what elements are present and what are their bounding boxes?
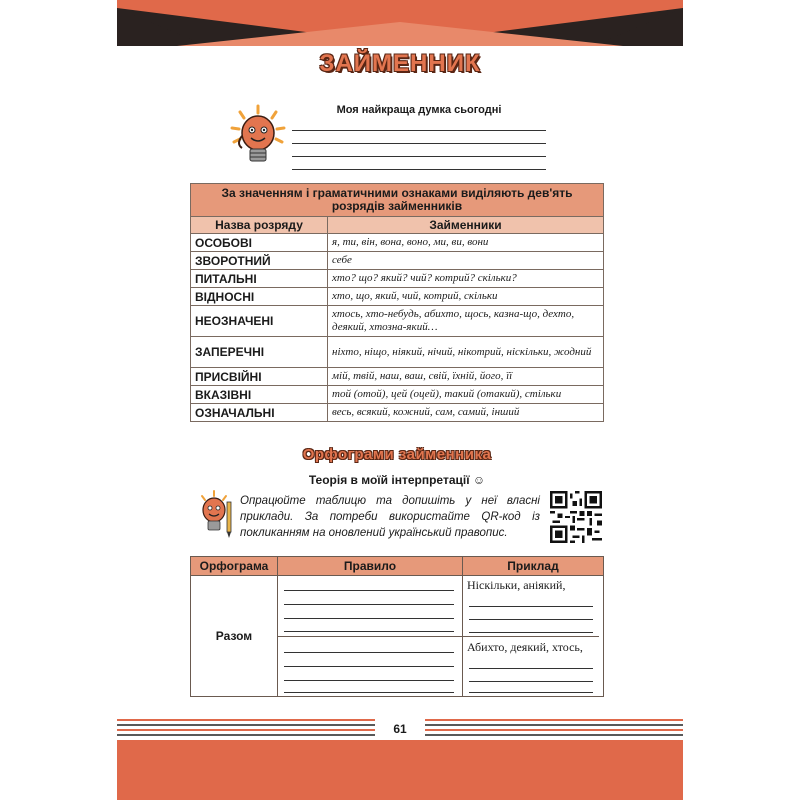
column-header: Орфограма [191,557,278,576]
category-pronouns: себе [328,252,604,270]
writing-line [292,130,546,131]
header-band [117,0,683,46]
table-row [191,368,604,386]
table-row [191,234,604,252]
rule-cell[interactable] [278,576,463,697]
column-header: Займенники [328,217,604,234]
table-row [191,576,604,697]
category-pronouns: ніхто, ніщо, ніякий, нічий, нікотрий, ніскільки, жодний [328,337,604,368]
category-pronouns: мій, твій, наш, ваш, свій, їхній, його, її [328,368,604,386]
lightbulb-mascot-icon [228,104,288,170]
example-text: Абихто, деякий, хтось, [467,640,583,654]
category-name: ВКАЗІВНІ [191,386,328,404]
category-pronouns: той (отой), цей (оцей), такий (отакий), стільки [328,386,604,404]
section-title: Орфограми займенника [302,446,492,463]
category-name: ОЗНАЧАЛЬНІ [191,404,328,422]
table-row [191,386,604,404]
category-pronouns: весь, всякий, кожний, сам, самий, інший [328,404,604,422]
writing-line [292,143,546,144]
category-pronouns: хто, що, який, чий, котрий, скільки [328,288,604,306]
footer-band [117,740,683,800]
category-name: НЕОЗНАЧЕНІ [191,306,328,337]
writing-line [292,169,546,170]
category-pronouns: хтось, хто-небудь, абихто, щось, казна-що, дехто, деякий, хтозна-який… [328,306,604,337]
page-title: ЗАЙМЕННИК [319,50,481,77]
table-caption: За значенням і граматичними ознаками виділяють дев'ять розрядів займенників [191,184,604,217]
example-cell[interactable] [463,576,604,697]
table-row [191,404,604,422]
table-row [191,270,604,288]
category-pronouns: хто? що? який? чий? котрий? скільки? [328,270,604,288]
table-row [191,288,604,306]
pronoun-categories-table [190,183,604,422]
category-name: ЗАПЕРЕЧНІ [191,337,328,368]
writing-line [292,156,546,157]
table-row [191,306,604,337]
qr-code-icon[interactable] [550,491,602,543]
orthogram-table [190,556,604,697]
table-row [191,337,604,368]
example-text: Ніскільки, аніякий, [467,578,566,592]
theory-label: Теорія в моїй інтерпретації ☺ [308,473,486,487]
thought-label: Моя найкраща думка сьогодні [336,104,502,116]
lightbulb-pencil-icon [196,490,236,542]
category-name: ПИТАЛЬНІ [191,270,328,288]
category-pronouns: я, ти, він, вона, воно, ми, ви, вони [328,234,604,252]
row-label: Разом [191,576,278,697]
column-header: Правило [278,557,463,576]
category-name: ПРИСВІЙНІ [191,368,328,386]
table-row [191,252,604,270]
column-header: Приклад [463,557,604,576]
page-number: 61 [393,722,407,736]
column-header: Назва розряду [191,217,328,234]
category-name: ВІДНОСНІ [191,288,328,306]
category-name: ЗВОРОТНИЙ [191,252,328,270]
instruction-text: Опрацюйте таблицю та допишіть у неї власні приклади. За потреби використайте QR-код із покликанням на оновлений український правопис. [240,495,540,539]
category-name: ОСОБОВІ [191,234,328,252]
